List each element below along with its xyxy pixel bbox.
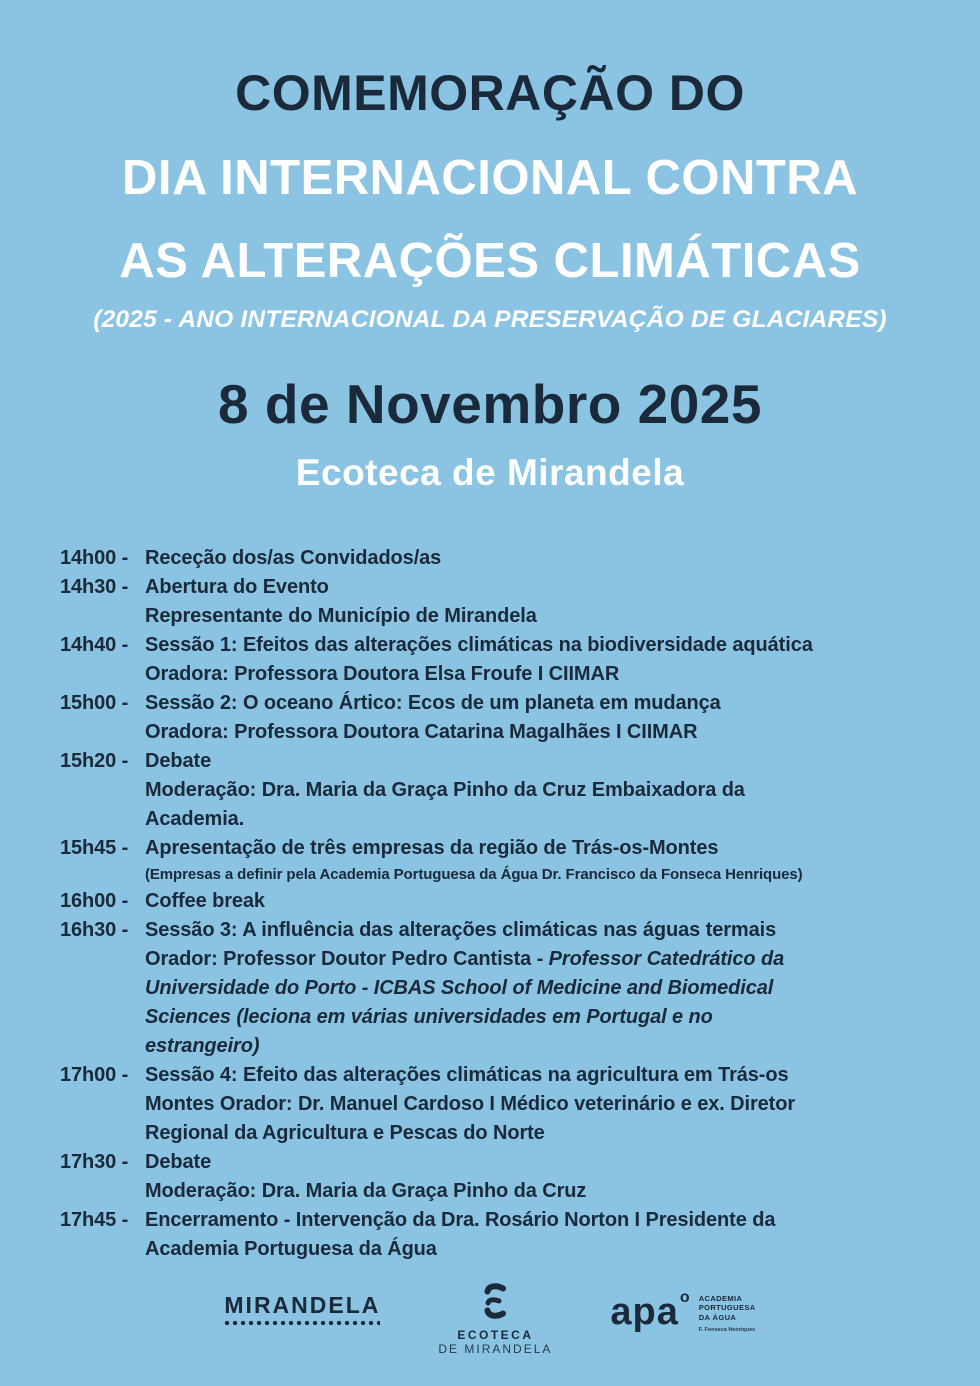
- schedule-text: estrangeiro): [145, 1035, 260, 1057]
- schedule-text: Sessão 3: A influência das alterações climáticas nas águas termais: [145, 919, 777, 941]
- schedule-time: [60, 660, 145, 689]
- schedule-text: Oradora: Professora Doutora Catarina Magalhães I CIIMAR: [145, 721, 698, 743]
- schedule-time: [60, 1032, 145, 1061]
- schedule-line: [60, 689, 960, 718]
- schedule-text: Sessão 1: Efeitos das alterações climáticas na biodiversidade aquática: [145, 634, 813, 656]
- schedule-time: [60, 1235, 145, 1264]
- schedule-text: Universidade do Porto - ICBAS School of Medicine and Biomedical: [145, 977, 774, 999]
- schedule-text: (Empresas a definir pela Academia Portuguesa da Água Dr. Francisco da Fonseca Henriques): [145, 866, 803, 883]
- schedule-time: [60, 1003, 145, 1032]
- schedule-text: Representante do Município de Mirandela: [145, 605, 537, 627]
- event-venue: Ecoteca de Mirandela: [295, 452, 685, 493]
- mirandela-logo-dots: [224, 1320, 380, 1326]
- apa-logo: [610, 1282, 755, 1333]
- footer-logos: [0, 1282, 980, 1358]
- apa-text-line-1: ACADEMIA: [698, 1294, 743, 1303]
- schedule-line: [60, 718, 960, 747]
- schedule-time: 14h00 -: [60, 547, 129, 569]
- schedule-time: 17h45 -: [60, 1209, 129, 1231]
- schedule-line: [60, 631, 960, 660]
- ecoteca-e-icon: [481, 1282, 509, 1325]
- schedule-time: 14h40 -: [60, 634, 129, 656]
- schedule-text: Academia.: [145, 808, 245, 830]
- schedule-text: Debate: [145, 1151, 212, 1173]
- schedule-time: [60, 805, 145, 834]
- schedule-time: [60, 1119, 145, 1148]
- schedule-text: Moderação: Dra. Maria da Graça Pinho da Cruz: [145, 1180, 587, 1202]
- schedule-line: [60, 1206, 960, 1235]
- schedule-time: 15h20 -: [60, 750, 129, 772]
- ecoteca-logo: [438, 1282, 552, 1358]
- apa-logo-text: [699, 1292, 756, 1333]
- mirandela-logo: [224, 1282, 380, 1326]
- schedule-line: [60, 834, 960, 863]
- schedule-line: [60, 1090, 960, 1119]
- ecoteca-logo-name: ECOTECA: [457, 1328, 534, 1342]
- ecoteca-logo-subname: DE MIRANDELA: [438, 1342, 553, 1357]
- schedule-line: [60, 1032, 960, 1061]
- schedule-text: Apresentação de três empresas da região de Trás-os-Montes: [145, 837, 719, 859]
- apa-text-line-3: DA ÁGUA: [698, 1312, 737, 1322]
- schedule-line: [60, 1061, 960, 1090]
- schedule-time: 16h30 -: [60, 919, 129, 941]
- schedule-line: [60, 573, 960, 602]
- schedule-time: 15h45 -: [60, 837, 129, 859]
- schedule-line: [60, 805, 960, 834]
- schedule-text: Abertura do Evento: [145, 576, 329, 598]
- schedule-line: [60, 1235, 960, 1264]
- schedule-time: 14h30 -: [60, 576, 129, 598]
- schedule-time: 15h00 -: [60, 692, 129, 714]
- schedule-time: [60, 1177, 145, 1206]
- schedule-line: [60, 544, 960, 573]
- apa-logo-abbr: apa$^o$: [610, 1289, 691, 1333]
- event-date: 8 de Novembro 2025: [218, 373, 762, 435]
- subtitle: (2025 - ANO INTERNACIONAL DA PRESERVAÇÃO DE GLACIARES): [93, 306, 887, 333]
- schedule-line: [60, 945, 960, 974]
- schedule-text: Orador: Professor Doutor Pedro Cantista - Professor Catedrático da: [145, 948, 785, 970]
- schedule-time: [60, 1090, 145, 1119]
- schedule-list: [0, 544, 980, 1264]
- schedule-line: [60, 660, 960, 689]
- schedule-line: [60, 1148, 960, 1177]
- mirandela-logo-text: MIRANDELA: [224, 1292, 381, 1318]
- schedule-time: 17h00 -: [60, 1064, 129, 1086]
- schedule-line: [60, 1003, 960, 1032]
- schedule-line: [60, 747, 960, 776]
- schedule-text: Coffee break: [145, 890, 265, 912]
- schedule-line: [60, 916, 960, 945]
- schedule-text: Oradora: Professora Doutora Elsa Froufe I CIIMAR: [145, 663, 620, 685]
- title-line-3: AS ALTERAÇÕES CLIMÁTICAS: [119, 234, 861, 288]
- schedule-time: 17h30 -: [60, 1151, 129, 1173]
- schedule-line: [60, 1177, 960, 1206]
- schedule-time: [60, 776, 145, 805]
- schedule-line: [60, 602, 960, 631]
- schedule-time: [60, 945, 145, 974]
- schedule-text: Sciences (leciona em várias universidades em Portugal e no: [145, 1006, 713, 1028]
- title-line-1: COMEMORAÇÃO DO: [235, 65, 745, 121]
- schedule-text: Receção dos/as Convidados/as: [145, 547, 442, 569]
- schedule-time: [60, 974, 145, 1003]
- schedule-time: [60, 863, 145, 887]
- apa-degree-mark: o: [679, 1289, 691, 1306]
- schedule-line: [60, 974, 960, 1003]
- poster-header: [0, 0, 980, 494]
- schedule-line: [60, 1119, 960, 1148]
- schedule-line: [60, 776, 960, 805]
- apa-text-line-2: PORTUGUESA: [698, 1303, 756, 1313]
- schedule-text: Montes Orador: Dr. Manuel Cardoso I Médico veterinário e ex. Diretor: [145, 1093, 796, 1115]
- schedule-text: Moderação: Dra. Maria da Graça Pinho da Cruz Embaixadora da: [145, 779, 745, 801]
- schedule-line: [60, 863, 960, 887]
- schedule-text: Academia Portuguesa da Água: [145, 1238, 437, 1260]
- schedule-time: [60, 602, 145, 631]
- schedule-text: Regional da Agricultura e Pescas do Norte: [145, 1122, 545, 1144]
- schedule-time: 16h00 -: [60, 890, 129, 912]
- schedule-text: Encerramento - Intervenção da Dra. Rosário Norton I Presidente da: [145, 1209, 776, 1231]
- schedule-text: Sessão 2: O oceano Ártico: Ecos de um planeta em mudança: [145, 692, 721, 714]
- schedule-line: [60, 887, 960, 916]
- schedule-text: Debate: [145, 750, 212, 772]
- title-line-2: DIA INTERNACIONAL CONTRA: [121, 151, 859, 205]
- schedule-time: [60, 718, 145, 747]
- schedule-text: Sessão 4: Efeito das alterações climáticas na agricultura em Trás-os: [145, 1064, 789, 1086]
- apa-logo-subline: F. Fonseca Henriques: [698, 1327, 756, 1334]
